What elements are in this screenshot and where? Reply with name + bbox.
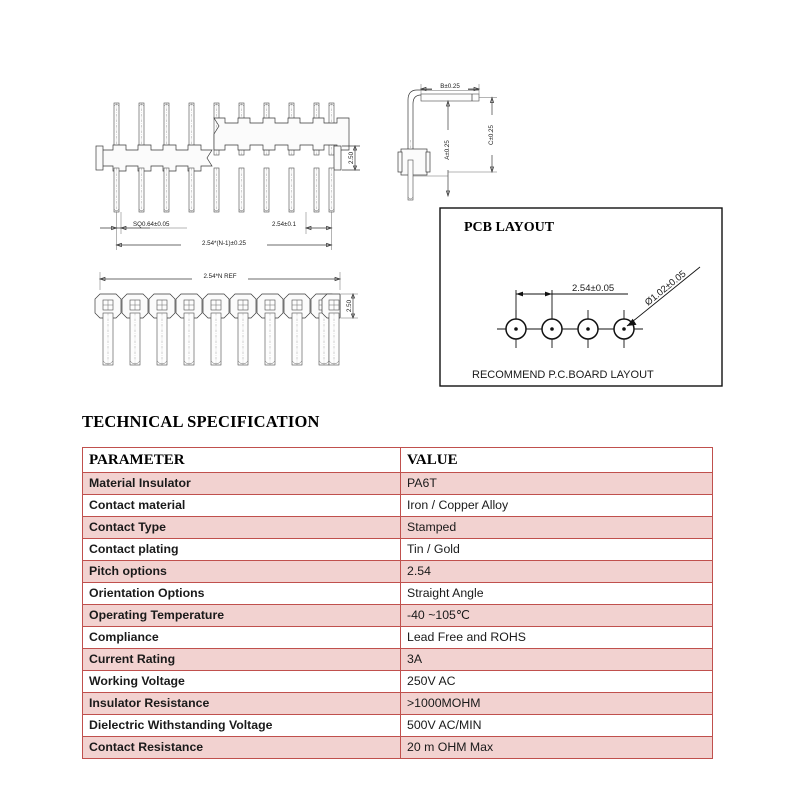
table-row <box>83 671 713 693</box>
dim-a <box>413 101 453 196</box>
cell-parameter: Pitch options <box>83 561 401 583</box>
dim-overall-ref <box>100 272 340 290</box>
cell-value: 250V AC <box>401 671 713 693</box>
pcb-layout-title: PCB LAYOUT <box>464 220 555 235</box>
cell-value: 500V AC/MIN <box>401 715 713 737</box>
table-row <box>83 693 713 715</box>
table-row <box>83 495 713 517</box>
cell-parameter: Contact Resistance <box>83 737 401 759</box>
dim-c <box>448 98 497 173</box>
dim-pitch <box>272 212 332 236</box>
cell-value: Lead Free and ROHS <box>401 627 713 649</box>
cell-parameter: Contact Type <box>83 517 401 539</box>
dim-label-overall-length: 2.54*(N-1)±0.25 <box>202 240 246 247</box>
cell-parameter: Material Insulator <box>83 473 401 495</box>
cell-value: -40 ~105℃ <box>401 605 713 627</box>
cell-value: 3A <box>401 649 713 671</box>
dim-label-b: B±0.25 <box>440 83 460 90</box>
cell-value: PA6T <box>401 473 713 495</box>
table-row <box>83 583 713 605</box>
table-row <box>83 627 713 649</box>
cell-value: Iron / Copper Alloy <box>401 495 713 517</box>
technical-specification-table <box>82 447 713 759</box>
cell-value: Straight Angle <box>401 583 713 605</box>
cell-parameter: Compliance <box>83 627 401 649</box>
table-row <box>83 473 713 495</box>
dim-label-hole-pitch: 2.54±0.05 <box>572 283 615 294</box>
column-header-parameter: PARAMETER <box>83 448 401 473</box>
cell-parameter: Orientation Options <box>83 583 401 605</box>
top-view-positions <box>95 294 340 365</box>
column-header-value: VALUE <box>401 448 713 473</box>
cell-parameter: Dielectric Withstanding Voltage <box>83 715 401 737</box>
dim-label-hole-diameter: Ø1.02±0.05 <box>642 268 689 309</box>
cell-value: Tin / Gold <box>401 539 713 561</box>
dim-overall-length <box>117 234 332 250</box>
right-angle-header-view <box>398 82 497 200</box>
table-row <box>83 561 713 583</box>
dim-label-pin-square: SQ0.64±0.05 <box>133 221 170 228</box>
straight-header-side-view <box>96 103 360 250</box>
cell-value: 20 m OHM Max <box>401 737 713 759</box>
pcb-layout-caption: RECOMMEND P.C.BOARD LAYOUT <box>472 369 654 381</box>
dim-label-a: A±0.25 <box>444 140 451 160</box>
cell-parameter: Working Voltage <box>83 671 401 693</box>
side-view-pins-lower <box>114 168 334 212</box>
cell-parameter: Contact material <box>83 495 401 517</box>
table-header-row <box>83 448 713 473</box>
dim-b <box>421 82 479 94</box>
cell-value: 2.54 <box>401 561 713 583</box>
dim-pin-square <box>100 212 187 234</box>
dim-label-body-height: 2.50 <box>348 151 355 165</box>
table-row <box>83 539 713 561</box>
table-body <box>83 473 713 759</box>
cell-parameter: Current Rating <box>83 649 401 671</box>
page-title: TECHNICAL SPECIFICATION <box>82 412 320 431</box>
table-row <box>83 605 713 627</box>
dim-body-width <box>341 294 358 318</box>
dim-label-pitch: 2.54±0.1 <box>272 221 297 228</box>
dim-label-overall-ref: 2.54*N REF <box>203 273 237 280</box>
cell-parameter: Contact plating <box>83 539 401 561</box>
table-row <box>83 737 713 759</box>
dim-label-c: C±0.25 <box>488 125 495 145</box>
cell-value: >1000MOHM <box>401 693 713 715</box>
table-row <box>83 517 713 539</box>
cell-parameter: Operating Temperature <box>83 605 401 627</box>
cell-parameter: Insulator Resistance <box>83 693 401 715</box>
side-view-insulator-body <box>96 118 349 171</box>
cell-value: Stamped <box>401 517 713 539</box>
straight-header-top-view <box>95 272 358 365</box>
dim-label-body-width: 2.50 <box>346 299 353 313</box>
table-row <box>83 649 713 671</box>
technical-specification-table-wrapper <box>82 447 712 759</box>
table-row <box>83 715 713 737</box>
pcb-layout-panel <box>440 208 722 386</box>
